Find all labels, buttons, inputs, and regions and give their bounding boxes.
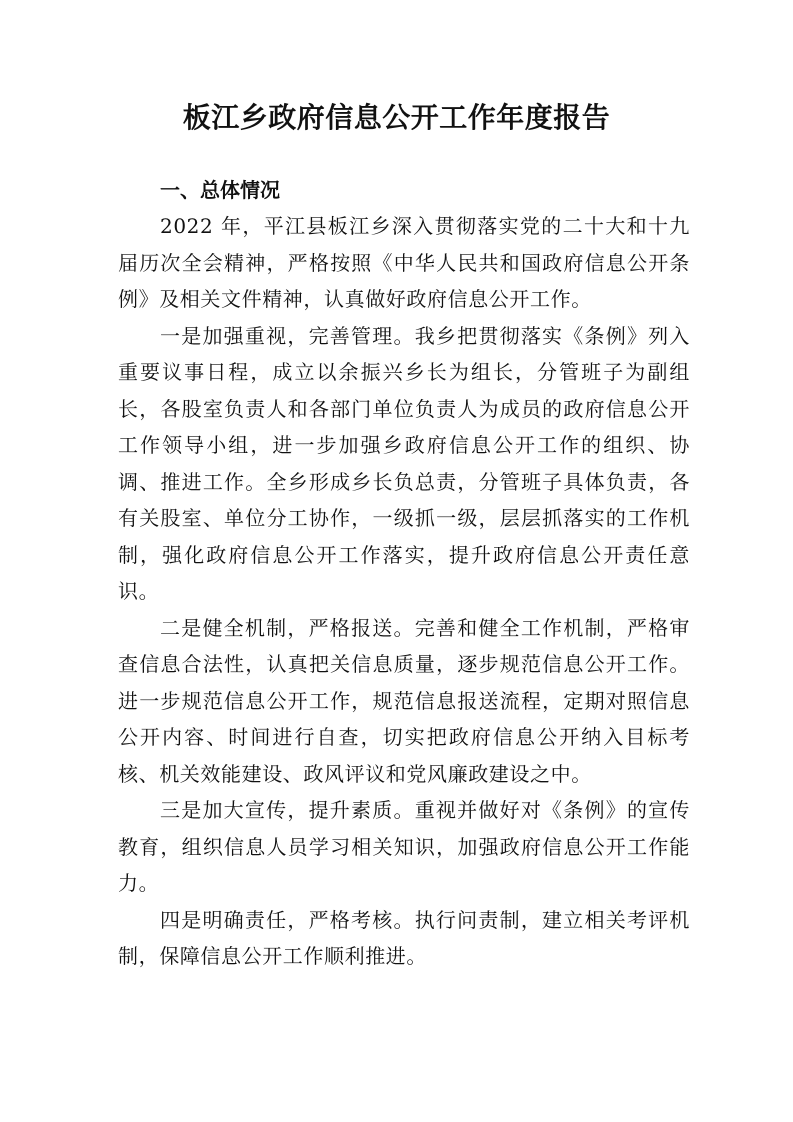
- document-body: [118, 172, 690, 975]
- paragraph-intro: 2022 年，平江县板江乡深入贯彻落实党的二十大和十九届历次全会精神，严格按照《中华人民共和国政府信息公开条例》及相关文件精神，认真做好政府信息公开工作。: [118, 214, 690, 311]
- paragraph-responsibility: 四是明确责任，严格考核。执行问责制，建立相关考评机制，保障信息公开工作顺利推进。: [118, 907, 690, 968]
- paragraph-management: 一是加强重视，完善管理。我乡把贯彻落实《条例》列入重要议事日程，成立以余振兴乡长为组长，分管班子为副组长，各股室负责人和各部门单位负责人为成员的政府信息公开工作领导小组，进一步加强乡政府信息公开工作的组织、协调、推进工作。全乡形成乡长负总责，分管班子具体负责，各有关股室、单位分工协作，一级抓一级，层层抓落实的工作机制，强化政府信息公开工作落实，提升政府信息公开责任意识。: [118, 323, 690, 603]
- section-heading-overview: 一、总体情况: [160, 178, 280, 202]
- paragraph-publicity: 三是加大宣传，提升素质。重视并做好对《条例》的宣传教育，组织信息人员学习相关知识，加强政府信息公开工作能力。: [118, 798, 690, 895]
- document-title: 板江乡政府信息公开工作年度报告: [182, 101, 611, 134]
- paragraph-mechanism: 二是健全机制，严格报送。完善和健全工作机制，严格审查信息合法性，认真把关信息质量，逐步规范信息公开工作。进一步规范信息公开工作，规范信息报送流程，定期对照信息公开内容、时间进行自查，切实把政府信息公开纳入目标考核、机关效能建设、政风评议和党风廉政建设之中。: [118, 615, 690, 786]
